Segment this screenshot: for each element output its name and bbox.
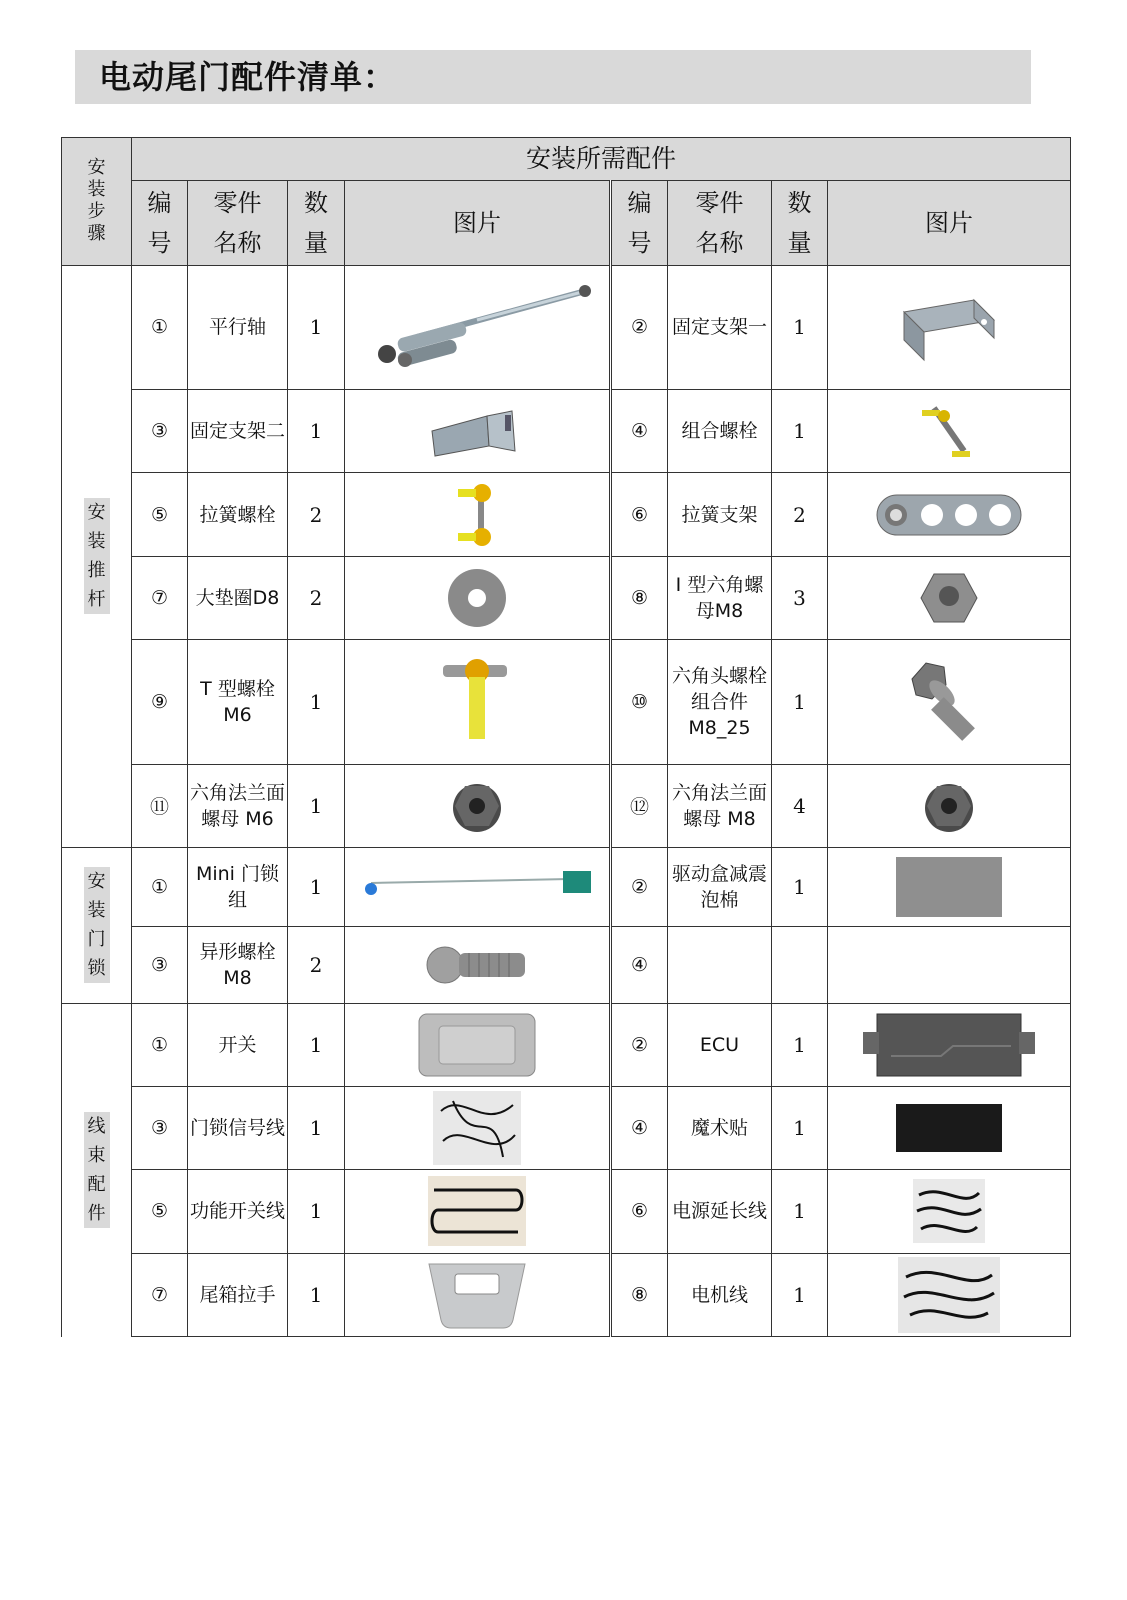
part-number: ② bbox=[611, 847, 668, 926]
part-name: 门锁信号线 bbox=[188, 1086, 288, 1169]
part-quantity: 4 bbox=[772, 764, 828, 847]
empty-image-cell bbox=[828, 927, 1071, 1003]
part-quantity: 1 bbox=[772, 1086, 828, 1169]
velcro-image bbox=[828, 1086, 1071, 1169]
part-number: ④ bbox=[611, 1086, 668, 1169]
part-number: ② bbox=[611, 1003, 668, 1086]
header-picture: 图片 bbox=[828, 181, 1071, 265]
header-picture: 图片 bbox=[345, 181, 611, 265]
bracket-two-image bbox=[345, 390, 611, 473]
part-quantity: 1 bbox=[288, 1170, 345, 1253]
part-quantity: 2 bbox=[288, 556, 345, 639]
header-part-name: 零件 名称 bbox=[188, 181, 288, 265]
step-install-strut: 安装推杆 bbox=[62, 265, 132, 847]
spring-bracket-image bbox=[828, 473, 1071, 556]
part-quantity: 1 bbox=[772, 390, 828, 473]
part-name: 拉簧支架 bbox=[668, 473, 772, 556]
header-part-name: 零件 名称 bbox=[668, 181, 772, 265]
part-name: 六角头螺栓组合件M8_25 bbox=[668, 640, 772, 765]
mini-lock-image bbox=[345, 847, 611, 926]
part-number: ⑫ bbox=[611, 764, 668, 847]
special-bolt-image bbox=[345, 927, 611, 1003]
part-quantity: 1 bbox=[288, 764, 345, 847]
trunk-handle-image bbox=[345, 1253, 611, 1336]
part-number: ⑪ bbox=[132, 764, 188, 847]
header-steps: 安装步骤 bbox=[62, 138, 132, 266]
part-name: 大垫圈D8 bbox=[188, 556, 288, 639]
parallel-shaft-image bbox=[345, 265, 611, 390]
flange-nut-image bbox=[828, 764, 1071, 847]
part-quantity: 1 bbox=[772, 640, 828, 765]
part-name: 异形螺栓M8 bbox=[188, 927, 288, 1003]
washer-image bbox=[345, 556, 611, 639]
part-quantity: 1 bbox=[288, 390, 345, 473]
motor-wire-image bbox=[828, 1253, 1071, 1336]
ecu-image bbox=[828, 1003, 1071, 1086]
hex-bolt-image bbox=[828, 640, 1071, 765]
part-number: ⑤ bbox=[132, 473, 188, 556]
part-quantity: 2 bbox=[772, 473, 828, 556]
part-name: 平行轴 bbox=[188, 265, 288, 390]
part-number: ⑧ bbox=[611, 556, 668, 639]
part-quantity: 2 bbox=[288, 927, 345, 1003]
parts-table bbox=[61, 137, 1071, 1337]
foam-pad-image bbox=[828, 847, 1071, 926]
page-title: 电动尾门配件清单： bbox=[75, 50, 1031, 104]
part-quantity: 1 bbox=[288, 265, 345, 390]
part-name bbox=[668, 927, 772, 1003]
part-name: 固定支架一 bbox=[668, 265, 772, 390]
part-number: ④ bbox=[611, 390, 668, 473]
header-number: 编 号 bbox=[132, 181, 188, 265]
part-quantity: 1 bbox=[288, 847, 345, 926]
step-install-lock: 安装门锁 bbox=[62, 847, 132, 1003]
lock-signal-wire-image bbox=[345, 1086, 611, 1169]
part-name: ECU bbox=[668, 1003, 772, 1086]
part-number: ① bbox=[132, 1003, 188, 1086]
part-number: ③ bbox=[132, 390, 188, 473]
part-name: 尾箱拉手 bbox=[188, 1253, 288, 1336]
part-name: 功能开关线 bbox=[188, 1170, 288, 1253]
part-quantity: 1 bbox=[288, 640, 345, 765]
part-name: 电源延长线 bbox=[668, 1170, 772, 1253]
part-quantity: 1 bbox=[288, 1003, 345, 1086]
part-number: ⑩ bbox=[611, 640, 668, 765]
part-name: 组合螺栓 bbox=[668, 390, 772, 473]
part-quantity: 1 bbox=[288, 1086, 345, 1169]
part-name: 固定支架二 bbox=[188, 390, 288, 473]
part-quantity: 1 bbox=[772, 1253, 828, 1336]
part-number: ④ bbox=[611, 927, 668, 1003]
part-name: 拉簧螺栓 bbox=[188, 473, 288, 556]
t-bolt-image bbox=[345, 640, 611, 765]
part-number: ⑦ bbox=[132, 1253, 188, 1336]
part-name: Mini 门锁组 bbox=[188, 847, 288, 926]
bracket-one-image bbox=[828, 265, 1071, 390]
hex-nut-image bbox=[828, 556, 1071, 639]
part-number: ⑥ bbox=[611, 1170, 668, 1253]
header-number: 编 号 bbox=[611, 181, 668, 265]
part-quantity: 1 bbox=[772, 1003, 828, 1086]
part-quantity: 1 bbox=[288, 1253, 345, 1336]
part-number: ⑤ bbox=[132, 1170, 188, 1253]
part-name: 开关 bbox=[188, 1003, 288, 1086]
part-number: ① bbox=[132, 265, 188, 390]
part-name: T 型螺栓 M6 bbox=[188, 640, 288, 765]
part-quantity: 1 bbox=[772, 265, 828, 390]
header-quantity: 数 量 bbox=[288, 181, 345, 265]
part-name: 六角法兰面螺母 M6 bbox=[188, 764, 288, 847]
part-number: ⑦ bbox=[132, 556, 188, 639]
part-name: 魔术贴 bbox=[668, 1086, 772, 1169]
part-number: ⑥ bbox=[611, 473, 668, 556]
part-number: ③ bbox=[132, 927, 188, 1003]
part-quantity: 1 bbox=[772, 847, 828, 926]
part-quantity: 2 bbox=[288, 473, 345, 556]
part-name: 电机线 bbox=[668, 1253, 772, 1336]
step-harness-accessories: 线束配件 bbox=[62, 1003, 132, 1336]
part-name: 驱动盒减震泡棉 bbox=[668, 847, 772, 926]
flange-nut-image bbox=[345, 764, 611, 847]
part-name: I 型六角螺母M8 bbox=[668, 556, 772, 639]
part-number: ③ bbox=[132, 1086, 188, 1169]
function-switch-wire-image bbox=[345, 1170, 611, 1253]
header-quantity: 数 量 bbox=[772, 181, 828, 265]
part-quantity bbox=[772, 927, 828, 1003]
part-quantity: 1 bbox=[772, 1170, 828, 1253]
part-number: ⑧ bbox=[611, 1253, 668, 1336]
part-number: ② bbox=[611, 265, 668, 390]
part-name: 六角法兰面螺母 M8 bbox=[668, 764, 772, 847]
header-required-parts: 安装所需配件 bbox=[132, 138, 1071, 181]
part-number: ① bbox=[132, 847, 188, 926]
part-number: ⑨ bbox=[132, 640, 188, 765]
combination-bolt-image bbox=[828, 390, 1071, 473]
power-extension-wire-image bbox=[828, 1170, 1071, 1253]
switch-image bbox=[345, 1003, 611, 1086]
spring-bolt-image bbox=[345, 473, 611, 556]
part-quantity: 3 bbox=[772, 556, 828, 639]
